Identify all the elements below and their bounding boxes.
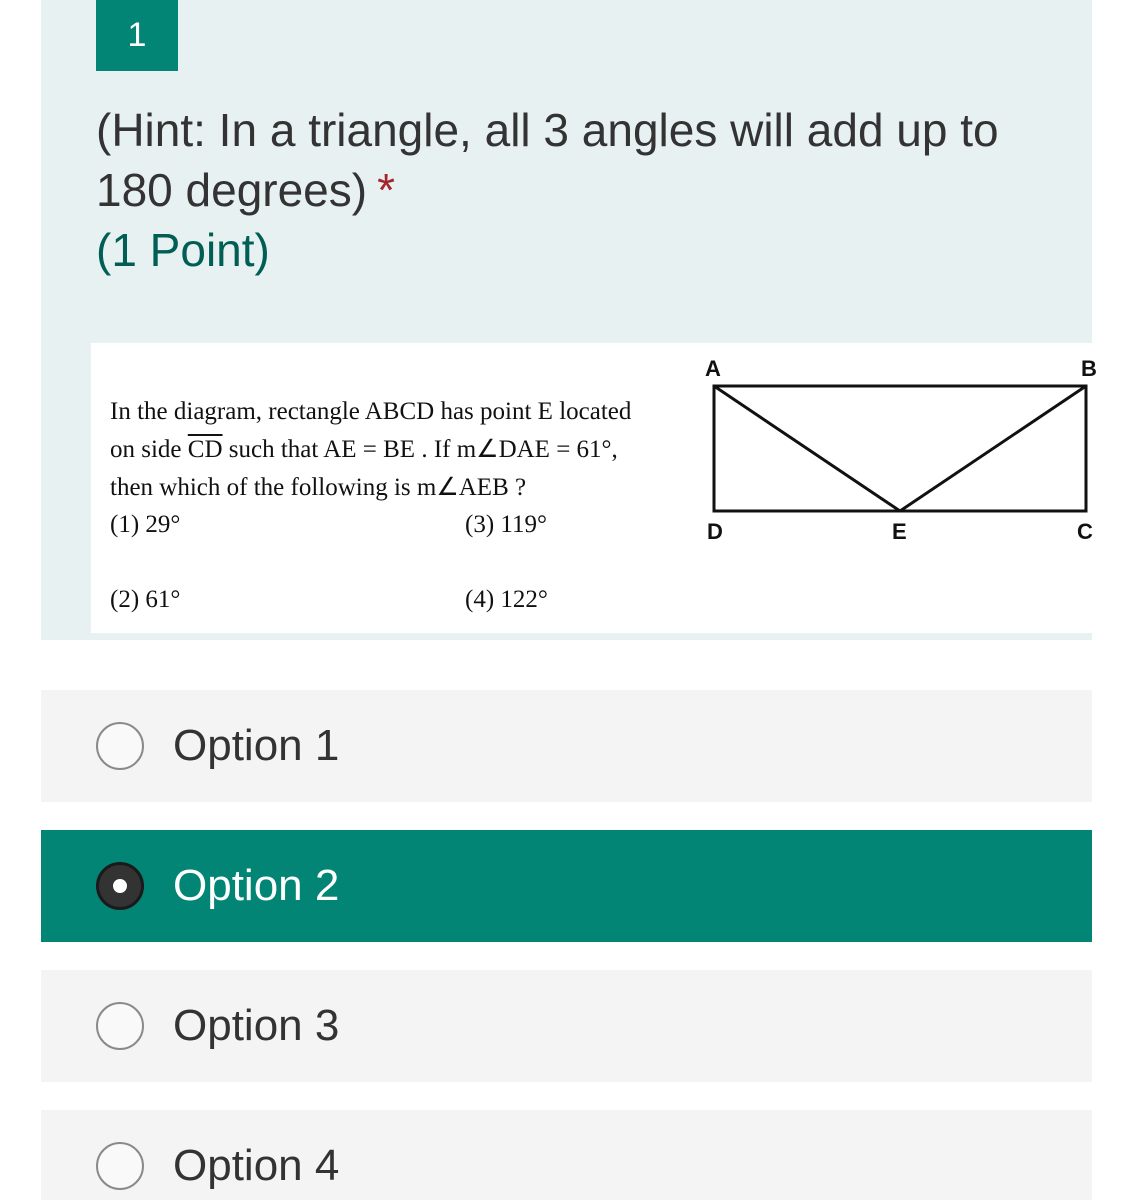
problem-line-3: then which of the following is m∠AEB ? xyxy=(110,474,527,501)
problem-choice-4: (4) 122° xyxy=(465,586,548,613)
question-title xyxy=(96,100,1046,220)
problem-line-2-suffix: such that AE = BE . If m∠DAE = 61°, xyxy=(222,436,618,463)
label-e: E xyxy=(892,519,907,544)
problem-choice-1: (1) 29° xyxy=(110,511,181,538)
label-b: B xyxy=(1081,356,1097,381)
question-image xyxy=(91,343,1125,633)
problem-choice-2: (2) 61° xyxy=(110,586,181,613)
option-label: Option 3 xyxy=(173,1001,340,1050)
label-c: C xyxy=(1077,519,1093,544)
option-label: Option 1 xyxy=(173,721,340,770)
option-label: Option 2 xyxy=(173,861,340,910)
question-number-badge: 1 xyxy=(96,0,178,71)
option-4[interactable] xyxy=(41,1110,1092,1200)
label-d: D xyxy=(707,519,723,544)
question-points: (1 Point) xyxy=(96,224,270,276)
option-2[interactable] xyxy=(41,830,1092,942)
option-1[interactable] xyxy=(41,690,1092,802)
label-a: A xyxy=(705,356,721,381)
segment-ae xyxy=(714,386,900,511)
segment-be xyxy=(900,386,1086,511)
problem-choice-3: (3) 119° xyxy=(465,511,547,538)
rectangle-diagram xyxy=(691,353,1111,553)
problem-line-1: In the diagram, rectangle ABCD has point E located xyxy=(110,398,632,425)
problem-line-2 xyxy=(110,431,670,469)
required-marker: * xyxy=(377,164,395,216)
segment-cd: $\overline{CD}$ xyxy=(187,436,223,463)
option-3[interactable] xyxy=(41,970,1092,1082)
radio-button-selected[interactable] xyxy=(96,862,144,910)
question-card xyxy=(41,0,1097,640)
rectangle-abcd xyxy=(714,386,1086,511)
problem-text xyxy=(110,393,670,507)
question-title-text: (Hint: In a triangle, all 3 angles will add up to 180 degrees) xyxy=(96,104,999,216)
option-label: Option 4 xyxy=(173,1141,340,1190)
problem-line-2-prefix: on side xyxy=(110,436,188,463)
radio-button[interactable] xyxy=(96,722,144,770)
radio-selected-dot xyxy=(113,879,127,893)
radio-button[interactable] xyxy=(96,1002,144,1050)
radio-button[interactable] xyxy=(96,1142,144,1190)
